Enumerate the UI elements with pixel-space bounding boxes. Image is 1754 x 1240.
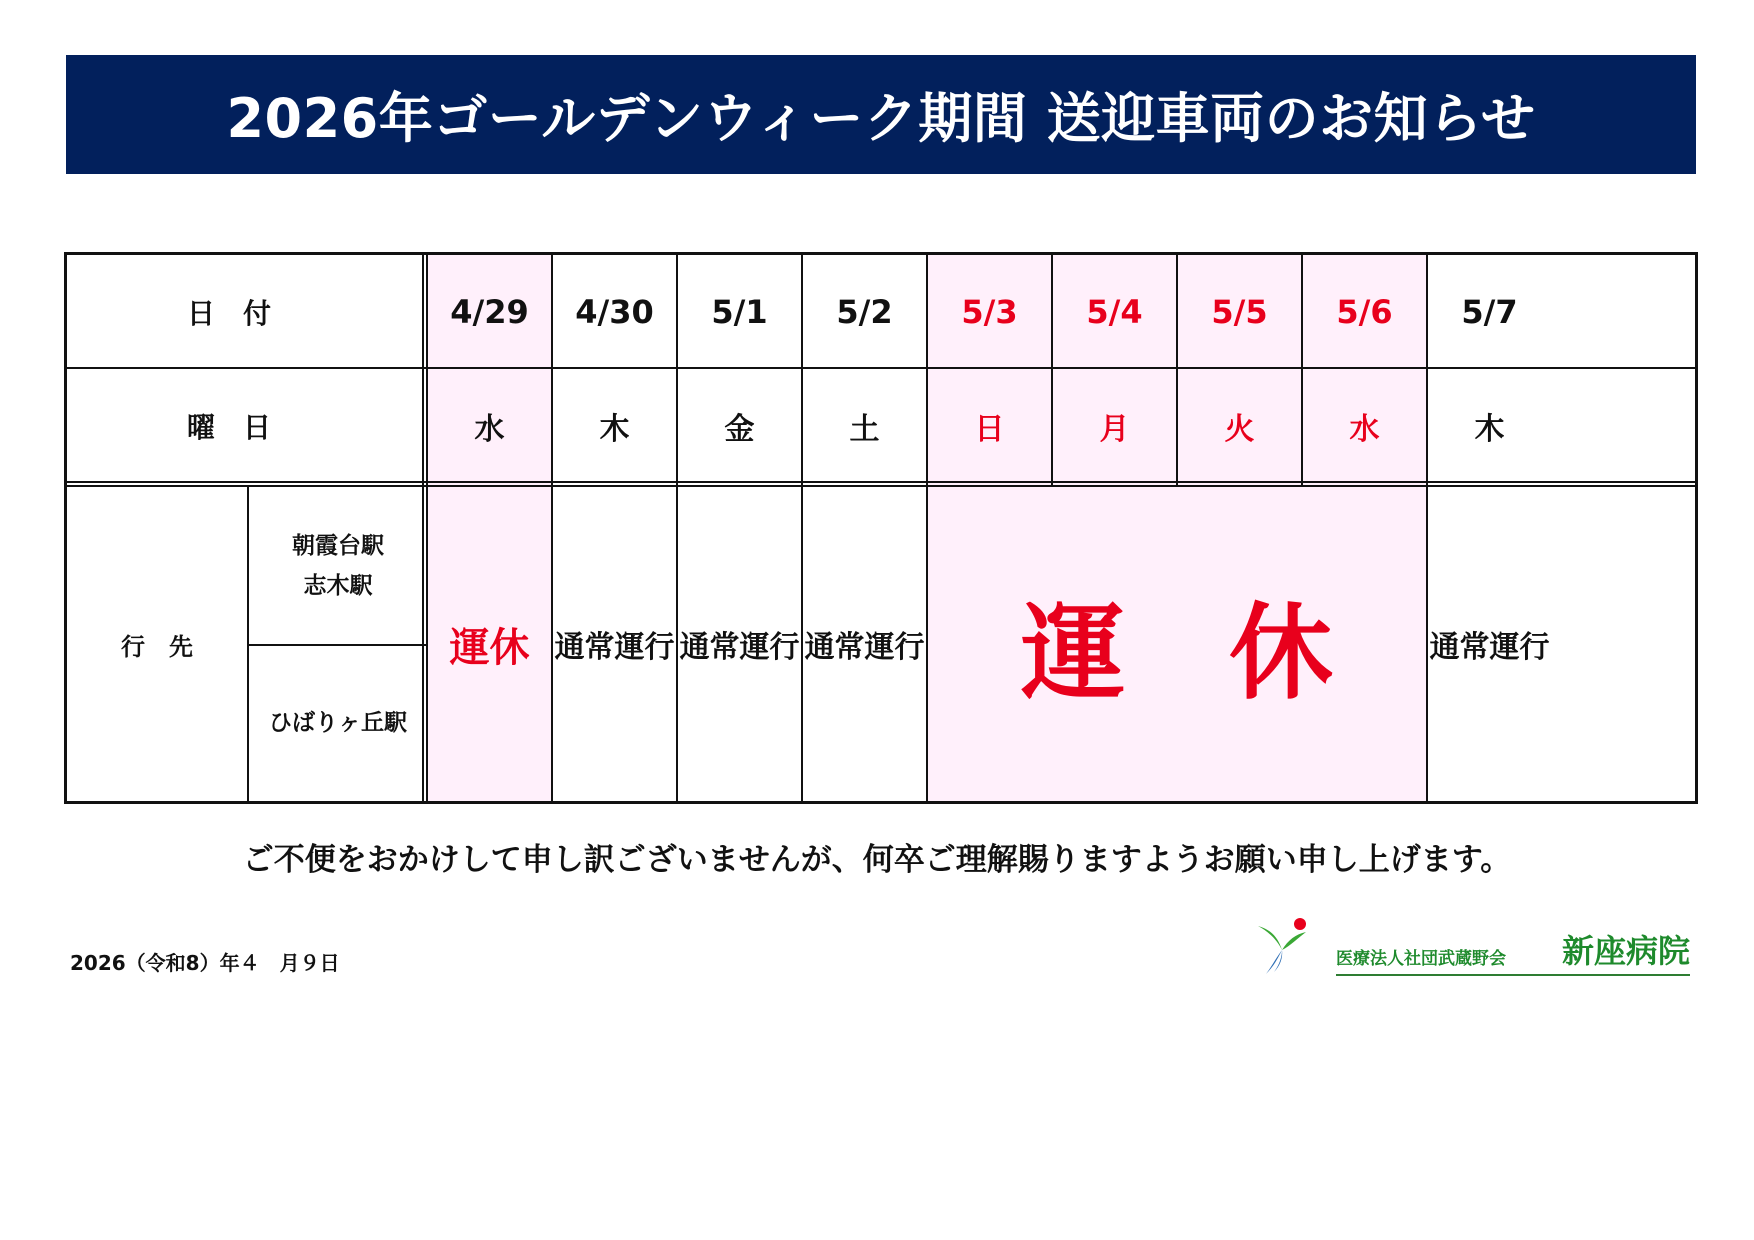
col-divider [801, 255, 803, 801]
hospital-name: 新座病院 [1561, 932, 1690, 970]
row-divider [67, 367, 1695, 369]
issue-date: 2026（令和8）年４ 月９日 [70, 951, 340, 975]
weekday-cell: 火 [1224, 411, 1255, 447]
weekday-cell: 月 [1099, 411, 1130, 447]
shuttle-schedule-table [64, 252, 1698, 804]
date-cell: 4/29 [450, 292, 529, 331]
date-cell: 5/5 [1211, 292, 1268, 331]
page-title: 2026年ゴールデンウィーク期間 送迎車両のお知らせ [66, 55, 1696, 174]
date-cell: 5/4 [1086, 292, 1143, 331]
station-shiki: 志木駅 [303, 573, 373, 599]
weekday-cell: 木 [599, 411, 630, 447]
date-cell: 4/30 [575, 292, 654, 331]
row-divider [67, 485, 1695, 487]
status-normal: 通常運行 [1429, 630, 1550, 665]
weekday-cell: 水 [1349, 411, 1380, 447]
weekday-cell: 金 [724, 411, 755, 447]
col-divider [1426, 255, 1428, 801]
col-divider [426, 255, 428, 801]
station-group-asakadai-shiki [249, 487, 427, 645]
status-normal: 通常運行 [554, 630, 675, 665]
apology-message: ご不便をおかけして申し訳ございませんが、何卒ご理解賜りますようお願い申し上げます。 [242, 842, 1512, 878]
station-divider [249, 644, 427, 646]
person-leaf-logo-icon [1256, 916, 1312, 976]
col-divider [422, 255, 424, 801]
merged-closure-5-3-to-5-6: 運 休 [1020, 592, 1333, 714]
col-divider [551, 255, 553, 801]
col-divider [926, 255, 928, 801]
col-divider [1176, 255, 1178, 485]
weekday-cell: 日 [974, 411, 1005, 447]
row-divider [67, 481, 1695, 483]
date-cell: 5/6 [1336, 292, 1393, 331]
station-asakadai: 朝霞台駅 [292, 533, 384, 559]
weekday-header: 曜 日 [186, 410, 271, 444]
date-cell: 5/3 [961, 292, 1018, 331]
col-divider [247, 485, 249, 801]
col-divider [1051, 255, 1053, 485]
station-hibarigaoka: ひばりヶ丘駅 [269, 710, 407, 736]
status-normal: 通常運行 [804, 630, 925, 665]
hospital-signature [1336, 931, 1690, 976]
date-cell: 5/1 [711, 292, 768, 331]
date-cell: 5/2 [836, 292, 893, 331]
corporation-name: 医療法人社団武蔵野会 [1336, 949, 1506, 969]
weekday-cell: 木 [1474, 411, 1505, 447]
col-divider [1301, 255, 1303, 485]
date-header: 日 付 [186, 296, 271, 330]
status-closed-4-29: 運休 [449, 624, 530, 671]
weekday-cell: 水 [474, 411, 505, 447]
col-divider [676, 255, 678, 801]
status-normal: 通常運行 [679, 630, 800, 665]
destination-header: 行 先 [121, 632, 193, 661]
date-cell: 5/7 [1461, 292, 1518, 331]
weekday-cell: 土 [849, 411, 880, 447]
